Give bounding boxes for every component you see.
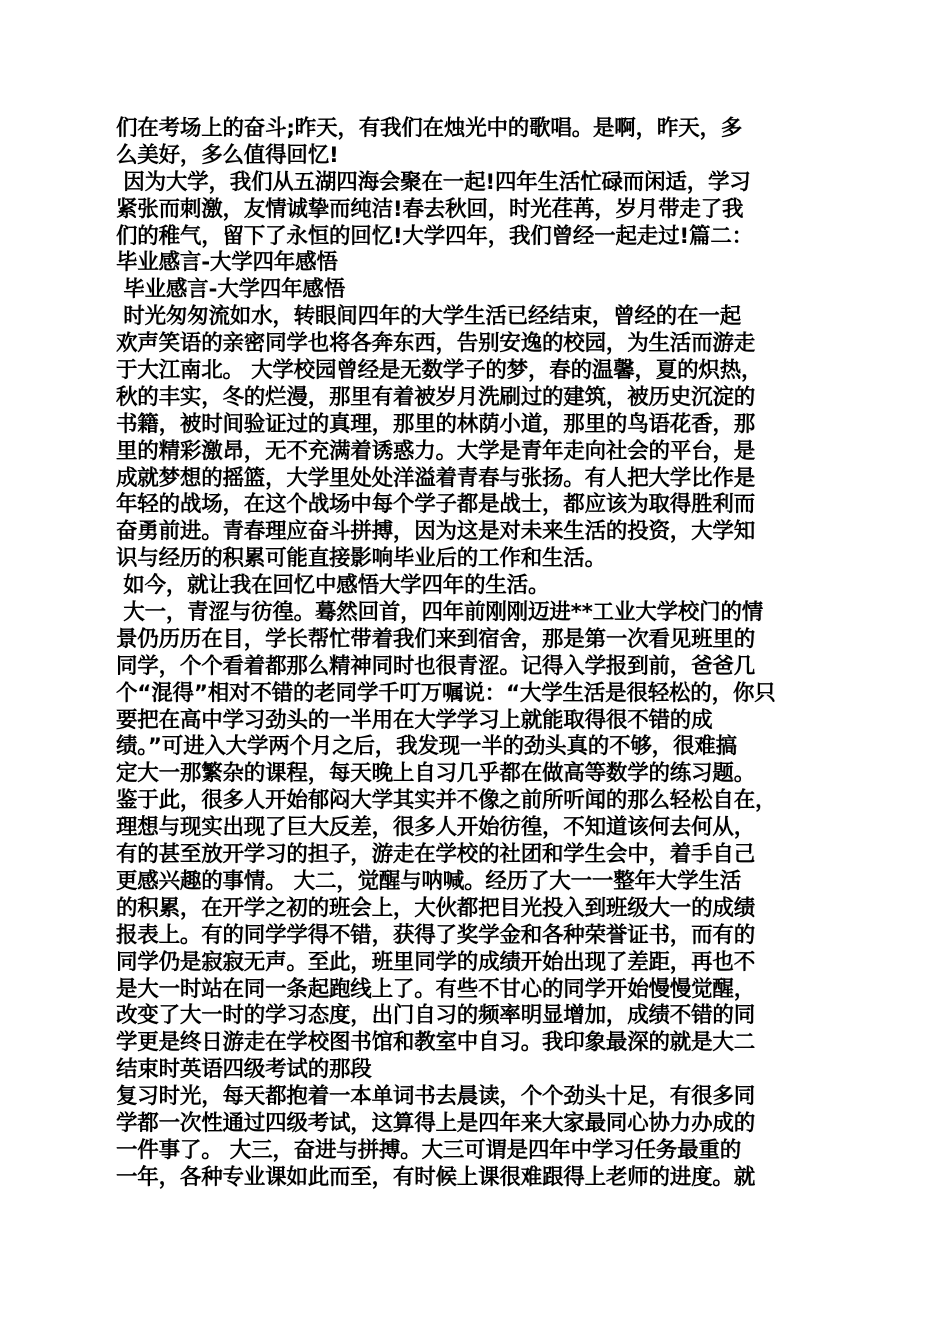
text-line: 书籍，被时间验证过的真理，那里的林荫小道，那里的鸟语花香，那 [116, 411, 756, 437]
text-line: 有的甚至放开学习的担子，游走在学校的社团和学生会中，着手自己 [116, 842, 756, 868]
text-line: 们的稚气，留下了永恒的回忆!大学四年，我们曾经一起走过!篇二： [116, 223, 753, 249]
text-line: 理想与现实出现了巨大反差，很多人开始彷徨，不知道该何去何从， [116, 815, 756, 841]
text-line: 紧张而刺激，友情诚挚而纯洁!春去秋回，时光荏苒，岁月带走了我 [116, 196, 744, 222]
text-line: 要把在高中学习劲头的一半用在大学学习上就能取得很不错的成 [116, 707, 713, 733]
text-line: 结束时英语四级考试的那段 [116, 1057, 372, 1083]
text-line: 改变了大一时的学习态度，出门自习的频率明显增加，成绩不错的同 [116, 1003, 756, 1029]
text-line: 么美好，多么值得回忆! [116, 142, 339, 168]
text-line: 里的精彩激昂，无不充满着诱惑力。大学是青年走向社会的平台，是 [116, 438, 756, 464]
text-line: 如今，就让我在回忆中感悟大学四年的生活。 [116, 573, 550, 599]
text-line: 同学仍是寂寂无声。至此，班里同学的成绩开始出现了差距，再也不 [116, 949, 756, 975]
section-heading: 毕业感言-大学四年感悟 [116, 277, 346, 303]
text-line: 一件事了。 大三，奋进与拼搏。大三可谓是四年中学习任务最重的 [116, 1137, 741, 1163]
text-line: 个“混得”相对不错的老同学千叮万嘱说：“大学生活是很轻松的，你只 [116, 680, 776, 706]
text-line: 毕业感言-大学四年感悟 [116, 250, 338, 276]
text-line: 大一，青涩与彷徨。蓦然回首，四年前刚刚迈进**工业大学校门的情 [116, 600, 764, 626]
text-line: 们在考场上的奋斗;昨天，有我们在烛光中的歌唱。是啊，昨天，多 [116, 116, 743, 141]
text-line: 欢声笑语的亲密同学也将各奔东西，告别安逸的校园，为生活而游走 [116, 331, 756, 357]
body-text [116, 116, 846, 1192]
text-line: 定大一那繁杂的课程，每天晚上自习几乎都在做高等数学的练习题。 [116, 761, 756, 787]
text-line: 景仍历历在目，学长帮忙带着我们来到宿舍，那是第一次看见班里的 [116, 626, 756, 652]
text-line: 鉴于此，很多人开始郁闷大学其实并不像之前所听闻的那么轻松自在， [116, 788, 777, 814]
text-line: 学更是终日游走在学校图书馆和教室中自习。我印象最深的就是大二 [116, 1030, 756, 1056]
text-line: 更感兴趣的事情。 大二，觉醒与呐喊。经历了大一一整年大学生活 [116, 868, 741, 894]
text-line: 复习时光，每天都抱着一本单词书去晨读，个个劲头十足，有很多同 [116, 1084, 756, 1110]
text-line: 时光匆匆流如水，转眼间四年的大学生活已经结束，曾经的在一起 [116, 304, 741, 330]
text-line: 成就梦想的摇篮，大学里处处洋溢着青春与张扬。有人把大学比作是 [116, 465, 756, 491]
text-line: 绩。”可进入大学两个月之后，我发现一半的劲头真的不够，很难搞 [116, 734, 737, 760]
text-line: 因为大学，我们从五湖四海会聚在一起!四年生活忙碌而闲适，学习 [116, 169, 751, 195]
text-line: 奋勇前进。青春理应奋斗拼搏，因为这是对未来生活的投资，大学知 [116, 519, 756, 545]
text-line: 的积累，在开学之初的班会上，大伙都把目光投入到班级大一的成绩 [116, 895, 756, 921]
text-line: 年轻的战场，在这个战场中每个学子都是战士，都应该为取得胜利而 [116, 492, 756, 518]
text-line: 一年，各种专业课如此而至，有时候上课很难跟得上老师的进度。就 [116, 1164, 756, 1190]
text-line: 同学，个个看着都那么精神同时也很青涩。记得入学报到前，爸爸几 [116, 653, 756, 679]
text-line: 于大江南北。 大学校园曾经是无数学子的梦，春的温馨，夏的炽热， [116, 358, 763, 384]
text-line: 秋的丰实，冬的烂漫，那里有着被岁月洗刷过的建筑，被历史沉淀的 [116, 384, 756, 410]
text-line: 识与经历的积累可能直接影响毕业后的工作和生活。 [116, 546, 606, 572]
text-line: 是大一时站在同一条起跑线上了。有些不甘心的同学开始慢慢觉醒， [116, 976, 756, 1002]
text-line: 学都一次性通过四级考试，这算得上是四年来大家最同心协力办成的 [116, 1110, 756, 1136]
text-line: 报表上。有的同学学得不错，获得了奖学金和各种荣誉证书，而有的 [116, 922, 756, 948]
